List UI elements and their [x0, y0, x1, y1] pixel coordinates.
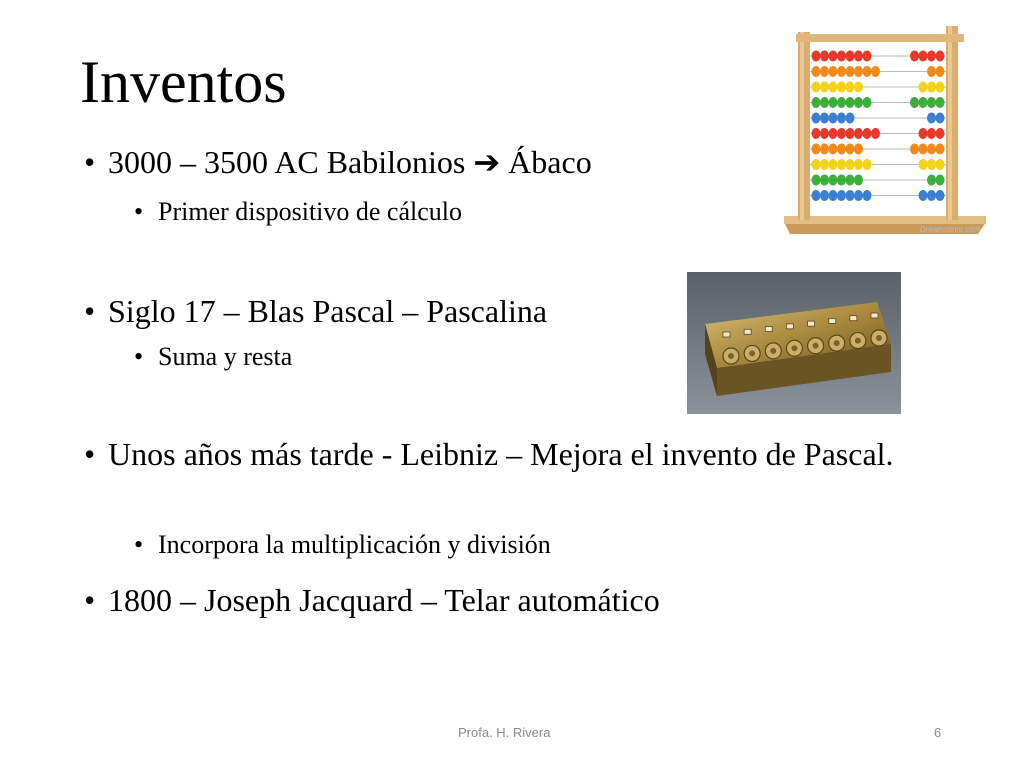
footer-author: Profa. H. Rivera — [458, 725, 551, 740]
sub-bullet-item — [134, 529, 551, 561]
bullet-text: Unos años más tarde - Leibniz – Mejora el invento de Pascal. — [108, 436, 894, 472]
bullet-text: Siglo 17 – Blas Pascal – Pascalina — [108, 293, 548, 329]
bullet-item — [84, 580, 928, 620]
sub-bullet-text: Incorpora la multiplicación y división — [158, 530, 551, 559]
sub-bullet-marker: • — [134, 342, 144, 371]
sub-bullet-text: Suma y resta — [158, 342, 293, 371]
bullet-text: 1800 – Joseph Jacquard – Telar automático — [108, 582, 660, 618]
bullet-marker: • — [84, 582, 96, 618]
sub-bullet-item — [134, 341, 292, 373]
bullet-marker: • — [84, 436, 96, 472]
slide-title: Inventos — [80, 49, 287, 115]
sub-bullet-marker: • — [134, 530, 144, 559]
abacus-watermark: Dreamstime.com — [920, 225, 981, 234]
bullet-text: 3000 – 3500 AC Babilonios ➔ Ábaco — [108, 144, 592, 180]
sub-bullet-marker: • — [134, 197, 144, 226]
bullet-marker: • — [84, 144, 96, 180]
bullet-item — [84, 434, 928, 474]
abacus-photo — [780, 26, 990, 238]
sub-bullet-item — [134, 196, 462, 228]
bullet-marker: • — [84, 293, 96, 329]
pascaline-photo — [687, 272, 901, 414]
sub-bullet-text: Primer dispositivo de cálculo — [158, 197, 463, 226]
page-number: 6 — [934, 725, 942, 740]
